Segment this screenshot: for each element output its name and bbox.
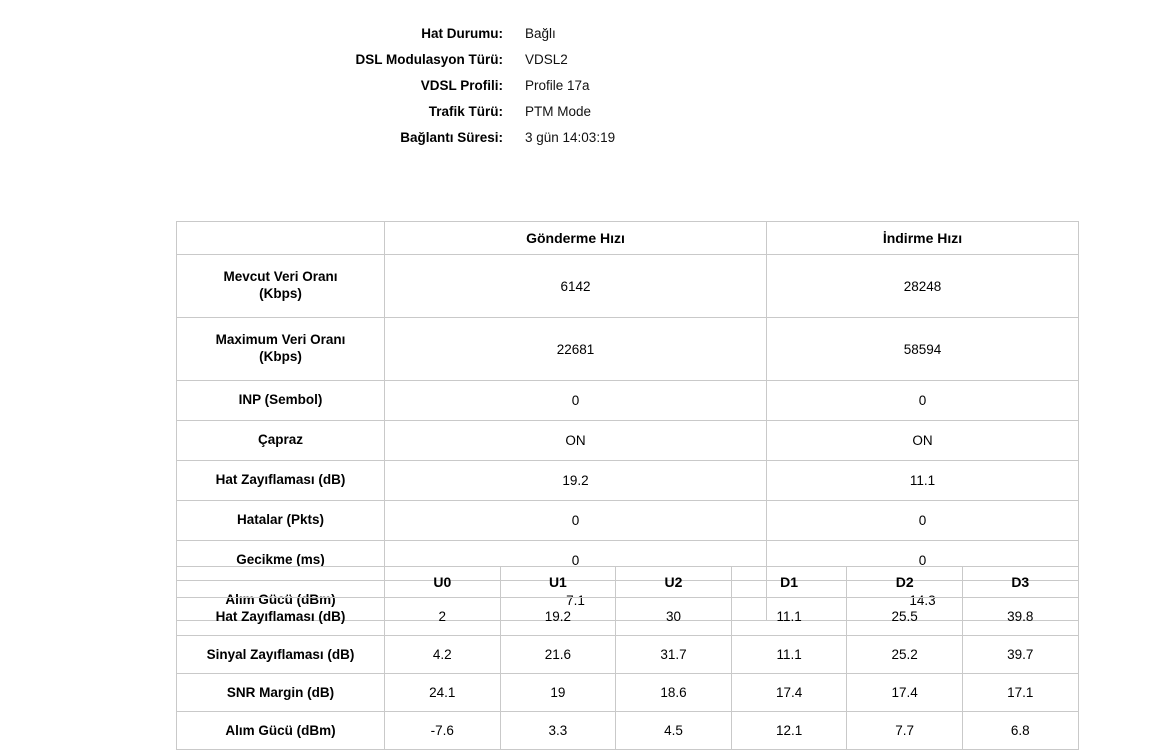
- cell-signal-attenuation-d3: 39.7: [962, 636, 1078, 674]
- column-header-upstream: Gönderme Hızı: [385, 222, 767, 255]
- cell-max-rate-upstream: 22681: [385, 318, 767, 381]
- table-row: [177, 318, 1079, 381]
- cell-snr-margin-d2: 17.4: [847, 674, 963, 712]
- row-label-signal-attenuation: Sinyal Zayıflaması (dB): [177, 636, 385, 674]
- row-label-line2: (Kbps): [259, 286, 302, 301]
- table-row: [177, 598, 1079, 636]
- column-header-d2: D2: [847, 567, 963, 598]
- row-label-line1: Mevcut Veri Oranı: [223, 269, 338, 285]
- summary-row: [0, 26, 1166, 41]
- cell-line-attenuation-u2: 30: [616, 598, 732, 636]
- column-header-u0: U0: [385, 567, 501, 598]
- row-label-line-attenuation: Hat Zayıflaması (dB): [177, 461, 385, 501]
- summary-value-traffic-type: PTM Mode: [525, 104, 592, 119]
- column-header-blank: [177, 567, 385, 598]
- cell-latency-upstream: 0: [385, 541, 767, 581]
- row-label-receive-power: Alım Gücü (dBm): [177, 712, 385, 750]
- row-label-errors: Hatalar (Pkts): [177, 501, 385, 541]
- cell-signal-attenuation-u1: 21.6: [500, 636, 616, 674]
- column-header-d1: D1: [731, 567, 847, 598]
- cell-signal-attenuation-d1: 11.1: [731, 636, 847, 674]
- cell-receive-power-d2: 7.7: [847, 712, 963, 750]
- table-row: [177, 421, 1079, 461]
- row-label-interleave: Çapraz: [177, 421, 385, 461]
- column-header-blank: [177, 222, 385, 255]
- dsl-status-page: [0, 26, 1166, 738]
- row-label-line1: Maximum Veri Oranı: [215, 332, 346, 348]
- table-row: [177, 674, 1079, 712]
- band-stats-table: [176, 566, 1079, 750]
- column-header-u2: U2: [616, 567, 732, 598]
- cell-snr-margin-d3: 17.1: [962, 674, 1078, 712]
- summary-value-line-status: Bağlı: [525, 26, 556, 41]
- cell-latency-downstream: 0: [767, 541, 1079, 581]
- cell-snr-margin-u1: 19: [500, 674, 616, 712]
- cell-snr-margin-u0: 24.1: [385, 674, 501, 712]
- cell-signal-attenuation-u0: 4.2: [385, 636, 501, 674]
- summary-value-vdsl-profile: Profile 17a: [525, 78, 590, 93]
- summary-row: [0, 78, 1166, 93]
- table-row: [177, 712, 1079, 750]
- cell-current-rate-downstream: 28248: [767, 255, 1079, 318]
- cell-receive-power-d3: 6.8: [962, 712, 1078, 750]
- summary-label-line-status: Hat Durumu:: [421, 26, 503, 41]
- summary-value-modulation-type: VDSL2: [525, 52, 568, 67]
- column-header-u1: U1: [500, 567, 616, 598]
- cell-signal-attenuation-d2: 25.2: [847, 636, 963, 674]
- table-row: [177, 381, 1079, 421]
- cell-receive-power-u1: 3.3: [500, 712, 616, 750]
- row-label-max-rate: [177, 318, 385, 381]
- table-row: [177, 636, 1079, 674]
- cell-line-attenuation-u0: 2: [385, 598, 501, 636]
- cell-current-rate-upstream: 6142: [385, 255, 767, 318]
- row-label-line2: (Kbps): [259, 349, 302, 364]
- row-label-snr-margin: SNR Margin (dB): [177, 674, 385, 712]
- cell-inp-downstream: 0: [767, 381, 1079, 421]
- table-row: [177, 461, 1079, 501]
- cell-receive-power-d1: 12.1: [731, 712, 847, 750]
- cell-receive-power-upstream: 7.1: [385, 581, 767, 621]
- column-header-d3: D3: [962, 567, 1078, 598]
- row-label-inp: INP (Sembol): [177, 381, 385, 421]
- summary-row: [0, 104, 1166, 119]
- cell-line-attenuation-downstream: 11.1: [767, 461, 1079, 501]
- summary-row: [0, 130, 1166, 145]
- cell-receive-power-u2: 4.5: [616, 712, 732, 750]
- table-row: [177, 255, 1079, 318]
- cell-line-attenuation-d3: 39.8: [962, 598, 1078, 636]
- row-label-current-rate: [177, 255, 385, 318]
- summary-label-vdsl-profile: VDSL Profili:: [420, 78, 503, 93]
- cell-line-attenuation-d2: 25.5: [847, 598, 963, 636]
- cell-interleave-downstream: ON: [767, 421, 1079, 461]
- cell-line-attenuation-upstream: 19.2: [385, 461, 767, 501]
- column-header-downstream: İndirme Hızı: [767, 222, 1079, 255]
- line-summary: [0, 26, 1166, 145]
- cell-receive-power-downstream: 14.3: [767, 581, 1079, 621]
- cell-receive-power-u0: -7.6: [385, 712, 501, 750]
- main-stats-table: [176, 221, 1079, 621]
- summary-value-connection-uptime: 3 gün 14:03:19: [525, 130, 616, 145]
- cell-errors-downstream: 0: [767, 501, 1079, 541]
- cell-interleave-upstream: ON: [385, 421, 767, 461]
- cell-errors-upstream: 0: [385, 501, 767, 541]
- cell-max-rate-downstream: 58594: [767, 318, 1079, 381]
- cell-snr-margin-d1: 17.4: [731, 674, 847, 712]
- cell-signal-attenuation-u2: 31.7: [616, 636, 732, 674]
- table-row: [177, 501, 1079, 541]
- summary-label-traffic-type: Trafik Türü:: [428, 104, 503, 119]
- row-label-receive-power: Alım Gücü (dBm): [177, 581, 385, 621]
- table-header-row: [177, 222, 1079, 255]
- row-label-line-attenuation: Hat Zayıflaması (dB): [177, 598, 385, 636]
- table-header-row: [177, 567, 1079, 598]
- row-label-latency: Gecikme (ms): [177, 541, 385, 581]
- summary-label-connection-uptime: Bağlantı Süresi:: [400, 130, 503, 145]
- cell-line-attenuation-d1: 11.1: [731, 598, 847, 636]
- cell-snr-margin-u2: 18.6: [616, 674, 732, 712]
- cell-inp-upstream: 0: [385, 381, 767, 421]
- summary-label-modulation-type: DSL Modulasyon Türü:: [355, 52, 503, 67]
- summary-row: [0, 52, 1166, 67]
- cell-line-attenuation-u1: 19.2: [500, 598, 616, 636]
